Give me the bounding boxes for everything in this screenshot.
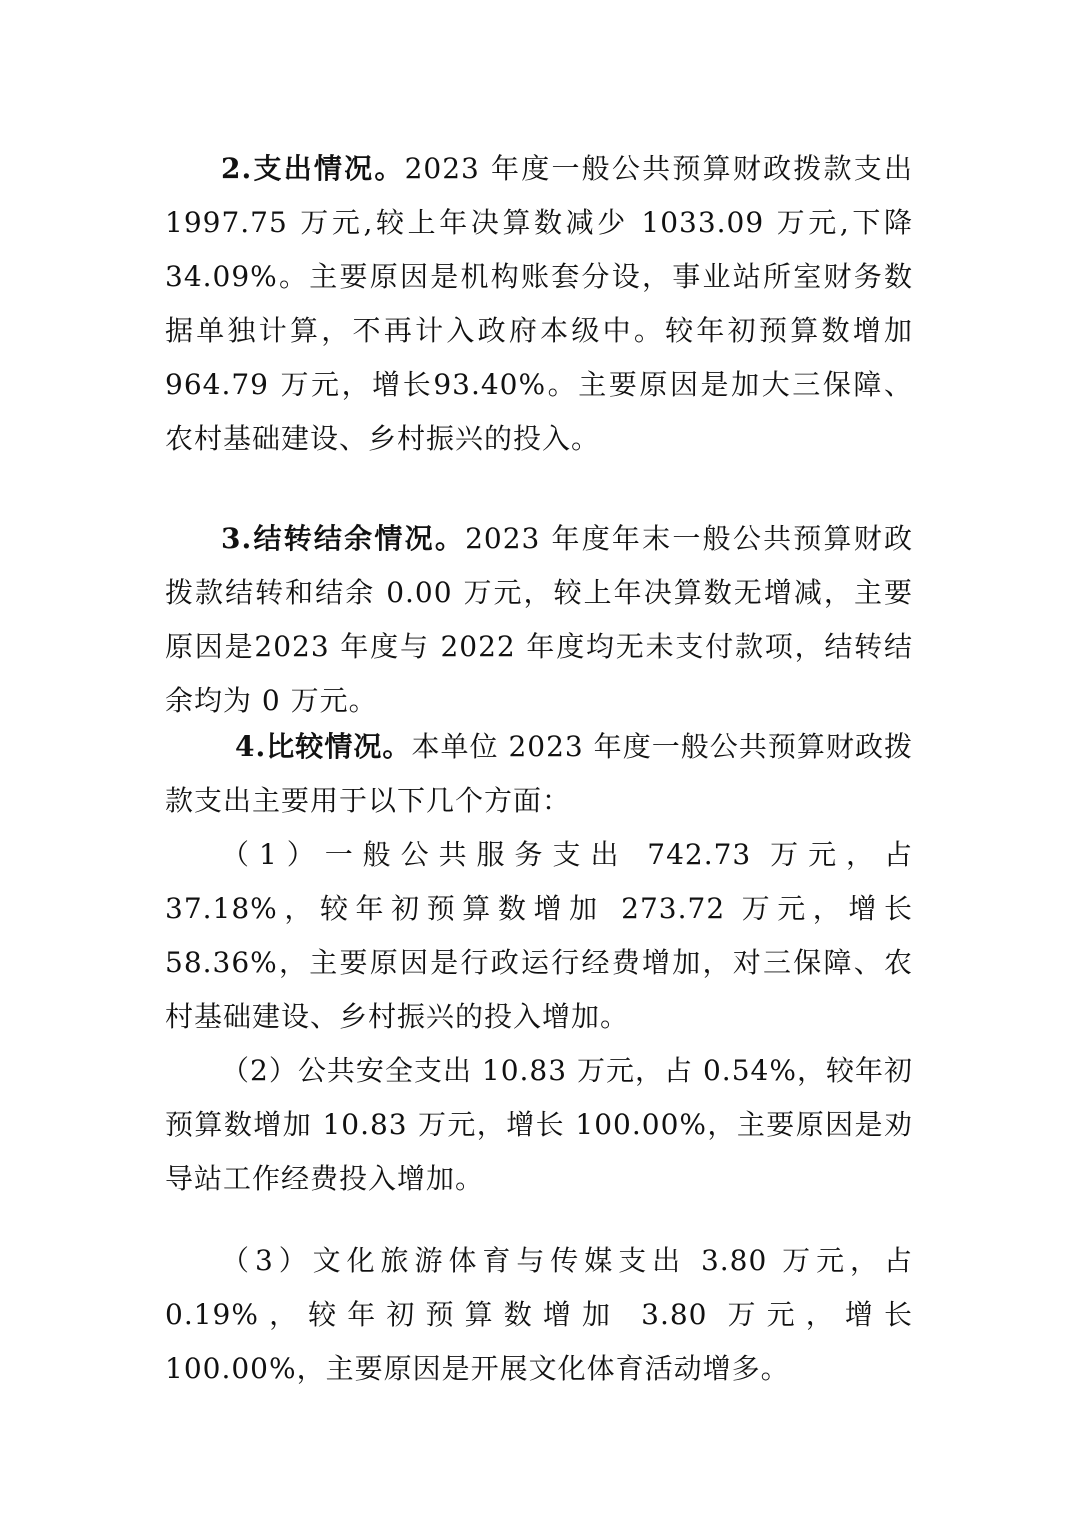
- paragraph-heading: 4.比较情况。: [235, 730, 412, 763]
- paragraph-body: （2）公共安全支出 10.83 万元，占 0.54%，较年初预算数增加 10.83 万元，增长 100.00%，主要原因是劝导站工作经费投入增加。: [165, 1054, 913, 1195]
- paragraph-body: 本单位 2023 年度一般公共预算财政拨款支出主要用于以下几个方面：: [165, 730, 914, 817]
- paragraph-body: 2023 年度一般公共预算财政拨款支出1997.75 万元,较上年决算数减少 1033.09 万元,下降 34.09%。主要原因是机构账套分设，事业站所室财务数据单独计算，不再计入政府本级中。较年初预算数增加 964.79 万元，增长93.40%。主要原因是加大三保障、农村基础建设、乡村振兴的投入。: [165, 152, 913, 455]
- paragraph-item-public-safety: [165, 1044, 913, 1206]
- paragraph-heading: 3.结转结余情况。: [221, 522, 466, 555]
- paragraph-item-culture-tourism: [165, 1234, 913, 1396]
- paragraph-body: （1）一般公共服务支出 742.73 万元，占 37.18%，较年初预算数增加 273.72 万元，增长 58.36%，主要原因是行政运行经费增加，对三保障、农村基础建设、乡村振兴的投入增加。: [165, 838, 913, 1033]
- paragraph-heading: 2.支出情况。: [221, 152, 405, 185]
- paragraph-carryover: [165, 512, 913, 728]
- paragraph-body: （3）文化旅游体育与传媒支出 3.80 万元，占 0.19%，较年初预算数增加 3.80 万元，增长 100.00%，主要原因是开展文化体育活动增多。: [165, 1244, 913, 1385]
- paragraph-item-general-public-services: [165, 828, 913, 1044]
- paragraph-comparison: [165, 720, 913, 828]
- paragraph-expenditure: [165, 142, 913, 466]
- paragraph-body: 2023 年度年末一般公共预算财政拨款结转和结余 0.00 万元，较上年决算数无增减，主要原因是2023 年度与 2022 年度均无未支付款项，结转结余均为 0 万元。: [165, 522, 913, 717]
